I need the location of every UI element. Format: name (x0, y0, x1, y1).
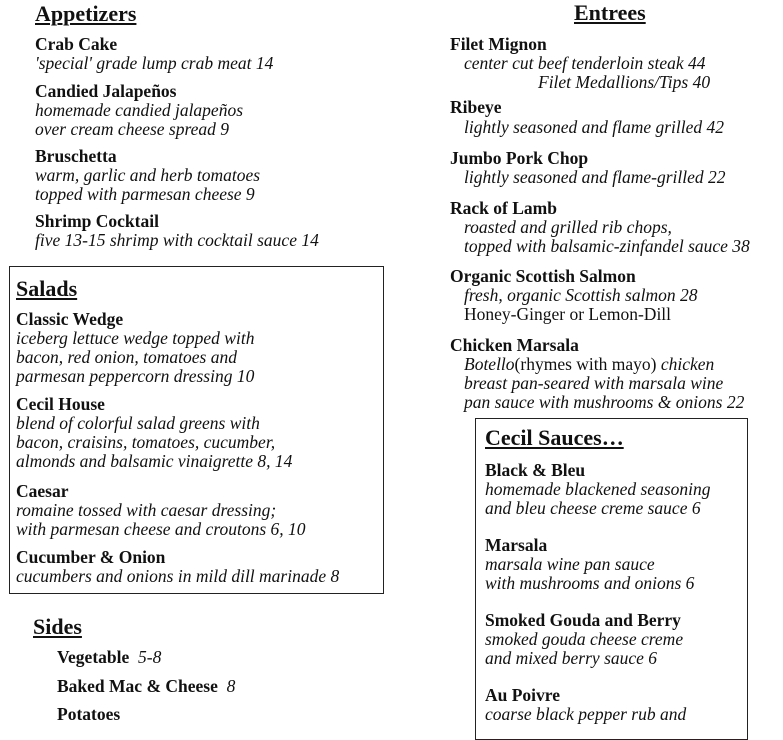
item-description: romaine tossed with caesar dressing; (16, 500, 277, 520)
item-description: 'special' grade lump crab meat 14 (35, 53, 274, 73)
menu-item-cucumber-onion (16, 548, 339, 586)
menu-item-candied-jalapenos (35, 82, 243, 139)
item-name: Organic Scottish Salmon (450, 266, 636, 286)
item-name: Crab Cake (35, 34, 118, 54)
item-description: almonds and balsamic vinaigrette 8, 14 (16, 451, 293, 471)
item-variant: Filet Medallions/Tips 40 (538, 72, 711, 92)
item-description: topped with parmesan cheese 9 (35, 184, 255, 204)
item-price: 8 (226, 676, 236, 696)
item-name: Black & Bleu (485, 460, 586, 480)
item-name: Cucumber & Onion (16, 547, 166, 567)
item-name: Chicken Marsala (450, 335, 579, 355)
item-description: topped with balsamic-zinfandel sauce 38 (464, 236, 750, 256)
item-description: roasted and grilled rib chops, (464, 217, 672, 237)
item-name: Rack of Lamb (450, 198, 557, 218)
item-description: with parmesan cheese and croutons 6, 10 (16, 519, 306, 539)
item-name: Classic Wedge (16, 309, 124, 329)
item-description-text: chicken (656, 354, 715, 374)
item-description: bacon, red onion, tomatoes and (16, 347, 237, 367)
item-options: Honey-Ginger or Lemon-Dill (464, 304, 672, 324)
menu-item-crab-cake (35, 35, 273, 73)
item-description: and mixed berry sauce 6 (485, 648, 658, 668)
item-description: homemade candied jalapeños (35, 100, 244, 120)
item-description: breast pan-seared with marsala wine (464, 373, 724, 393)
sauces-heading: Cecil Sauces… (485, 425, 624, 450)
item-name: Potatoes (57, 704, 121, 724)
sauce-black-bleu (485, 461, 711, 518)
menu-item-classic-wedge (16, 310, 254, 386)
item-description: homemade blackened seasoning (485, 479, 711, 499)
item-description: smoked gouda cheese creme (485, 629, 684, 649)
menu-item-scottish-salmon (450, 267, 698, 324)
menu-item-jumbo-pork-chop (450, 149, 726, 187)
item-description: lightly seasoned and flame grilled 42 (464, 117, 725, 137)
sides-heading: Sides (33, 614, 82, 639)
item-name: Jumbo Pork Chop (450, 148, 589, 168)
item-name: Vegetable (57, 647, 130, 667)
pronunciation-note: (rhymes with mayo) (514, 354, 657, 374)
menu-item-chicken-marsala (450, 336, 744, 412)
entrees-heading: Entrees (574, 0, 646, 25)
item-description: warm, garlic and herb tomatoes (35, 165, 261, 185)
menu-item-shrimp-cocktail (35, 212, 319, 250)
item-description: bacon, craisins, tomatoes, cucumber, (16, 432, 276, 452)
sauce-au-poivre (485, 686, 686, 724)
side-item-vegetable (57, 648, 161, 667)
item-price: 5-8 (138, 647, 162, 667)
menu-item-bruschetta (35, 147, 260, 204)
side-item-potatoes (57, 705, 120, 724)
sauce-marsala (485, 536, 694, 593)
item-name: Ribeye (450, 97, 502, 117)
item-description: with mushrooms and onions 6 (485, 573, 695, 593)
item-name: Smoked Gouda and Berry (485, 610, 681, 630)
item-description: blend of colorful salad greens with (16, 413, 260, 433)
salads-heading: Salads (16, 276, 78, 301)
sauce-smoked-gouda-berry (485, 611, 683, 668)
item-name: Au Poivre (485, 685, 561, 705)
item-description: and bleu cheese creme sauce 6 (485, 498, 701, 518)
item-name: Filet Mignon (450, 34, 547, 54)
item-name: Shrimp Cocktail (35, 211, 159, 231)
item-description: parmesan peppercorn dressing 10 (16, 366, 255, 386)
item-name: Baked Mac & Cheese (57, 676, 218, 696)
item-name: Marsala (485, 535, 548, 555)
item-description: marsala wine pan sauce (485, 554, 655, 574)
item-description: pan sauce with mushrooms & onions 22 (464, 392, 745, 412)
item-description: lightly seasoned and flame-grilled 22 (464, 167, 726, 187)
menu-item-cecil-house (16, 395, 292, 471)
item-description: center cut beef tenderloin steak 44 (464, 53, 706, 73)
item-description: over cream cheese spread 9 (35, 119, 230, 139)
item-description: iceberg lettuce wedge topped with (16, 328, 255, 348)
item-name: Candied Jalapeños (35, 81, 177, 101)
item-description: cucumbers and onions in mild dill marinade 8 (16, 566, 340, 586)
menu-item-rack-of-lamb (450, 199, 750, 256)
brand-name: Botello (464, 354, 515, 374)
item-name: Caesar (16, 481, 69, 501)
side-item-mac-cheese (57, 677, 235, 696)
item-description (450, 355, 744, 374)
item-name: Cecil House (16, 394, 105, 414)
item-description: fresh, organic Scottish salmon 28 (464, 285, 698, 305)
menu-item-caesar (16, 482, 306, 539)
appetizers-heading: Appetizers (35, 1, 137, 26)
item-description: five 13-15 shrimp with cocktail sauce 14 (35, 230, 319, 250)
menu-item-ribeye (450, 98, 724, 137)
menu-item-filet-mignon (450, 35, 710, 92)
item-description: coarse black pepper rub and (485, 704, 687, 724)
item-name: Bruschetta (35, 146, 117, 166)
